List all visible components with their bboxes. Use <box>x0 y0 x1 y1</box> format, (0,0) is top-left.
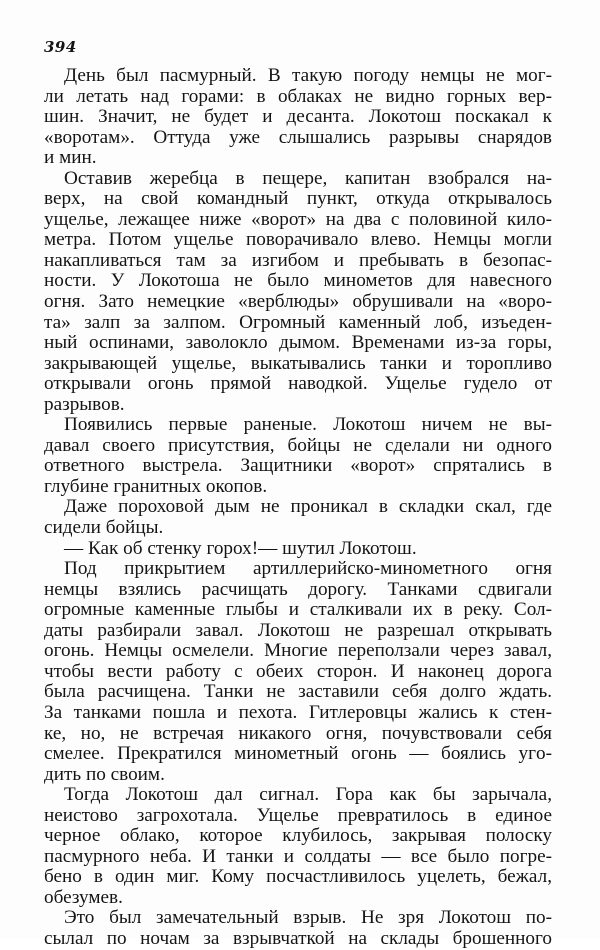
text-line: Даже пороховой дым не проникал в складки скал, где <box>64 497 552 518</box>
text-line: — Как об стенку горох!— шутил Локотош. <box>64 538 417 559</box>
text-line: та» залп за залпом. Огромный каменный лоб, изъеден- <box>44 312 552 333</box>
text-line: «воротам». Оттуда уже слышались разрывы снарядов <box>44 127 552 148</box>
text-line: метра. Потом ущелье поворачивало влево. Немцы могли <box>44 230 552 251</box>
text-line: ный оспинами, заволокло дымом. Временами из-за горы, <box>44 333 552 354</box>
text-line: открывали огонь прямой наводкой. Ущелье гудело от <box>44 374 552 395</box>
text-line: пасмурного неба. И танки и солдаты — все было погре- <box>44 846 552 867</box>
text-line: неистово загрохотала. Ущелье превратилось в единое <box>44 805 552 826</box>
text-line: День был пасмурный. В такую погоду немцы не мог- <box>64 66 552 86</box>
text-line: немцы взялись расчищать дорогу. Танками сдвигали <box>44 579 552 600</box>
text-line: огня. Зато немецкие «верблюды» обрушивали на «воро- <box>44 292 552 313</box>
text-line: и мин. <box>44 148 97 169</box>
text-line: накапливаться там за изгибом и пребывать в безопас- <box>44 250 552 271</box>
text-line: черное облако, которое клубилось, закрывая полоску <box>44 826 552 847</box>
text-line: глубине гранитных окопов. <box>44 476 268 497</box>
text-line: Под прикрытием артиллерийско-минометного огня <box>64 559 552 580</box>
text-line: шин. Значит, не будет и десанта. Локотош поскакал к <box>44 107 552 128</box>
text-line: ли летать над горами: в облаках не видно горных вер- <box>44 86 552 107</box>
body-text <box>44 66 552 950</box>
text-line: огонь. Немцы осмелели. Многие переползали через завал, <box>44 641 552 662</box>
text-line: обезумев. <box>44 887 123 908</box>
text-line: чтобы вести работу с обеих сторон. И наконец дорога <box>44 661 552 682</box>
text-line: верх, на свой командный пункт, откуда открывалось <box>44 189 552 210</box>
text-line: смелее. Прекратился минометный огонь — боялись угo- <box>44 744 552 765</box>
text-line: ущелье, лежащее ниже «ворот» на два с половиной кило- <box>44 209 552 230</box>
page-number: 394 <box>44 38 77 56</box>
text-line: Тогда Локотош дал сигнал. Гора как бы зарычала, <box>64 785 552 806</box>
text-line: ке, но, не встречая никакого огня, почувствовали себя <box>44 723 552 744</box>
text-line: была расчищена. Танки не заставили себя долго ждать. <box>44 682 552 703</box>
text-line: ответного выстрела. Защитники «ворот» спрятались в <box>44 456 552 477</box>
text-line: Появились первые раненые. Локотош ничем не вы- <box>64 415 552 436</box>
text-line: даты разбирали завал. Локотош не разрешал открывать <box>44 620 552 641</box>
text-line: дить по своим. <box>44 764 165 785</box>
text-line: давал своего присутствия, бойцы не сделали ни одного <box>44 435 552 456</box>
text-line: Это был замечательный взрыв. Не зря Локотош по- <box>64 908 552 929</box>
text-line: огромные каменные глыбы и сталкивали их в реку. Сол- <box>44 600 552 621</box>
text-line: бено в один миг. Кому посчастливилось уцелеть, бежал, <box>44 867 552 888</box>
text-line: закрывающей ущелье, выкатывались танки и торопливо <box>44 353 552 374</box>
text-line: сидели бойцы. <box>44 518 164 539</box>
text-line: сылал по ночам за взрывчаткой на склады брошенного <box>44 928 552 949</box>
text-line: Оставив жеребца в пещере, капитан взобрался на- <box>64 168 552 189</box>
text-line: разрывов. <box>44 394 125 415</box>
text-line: ности. У Локотоша не было минометов для навесного <box>44 271 552 292</box>
text-line: За танками пошла и пехота. Гитлеровцы жались к стен- <box>44 702 552 723</box>
